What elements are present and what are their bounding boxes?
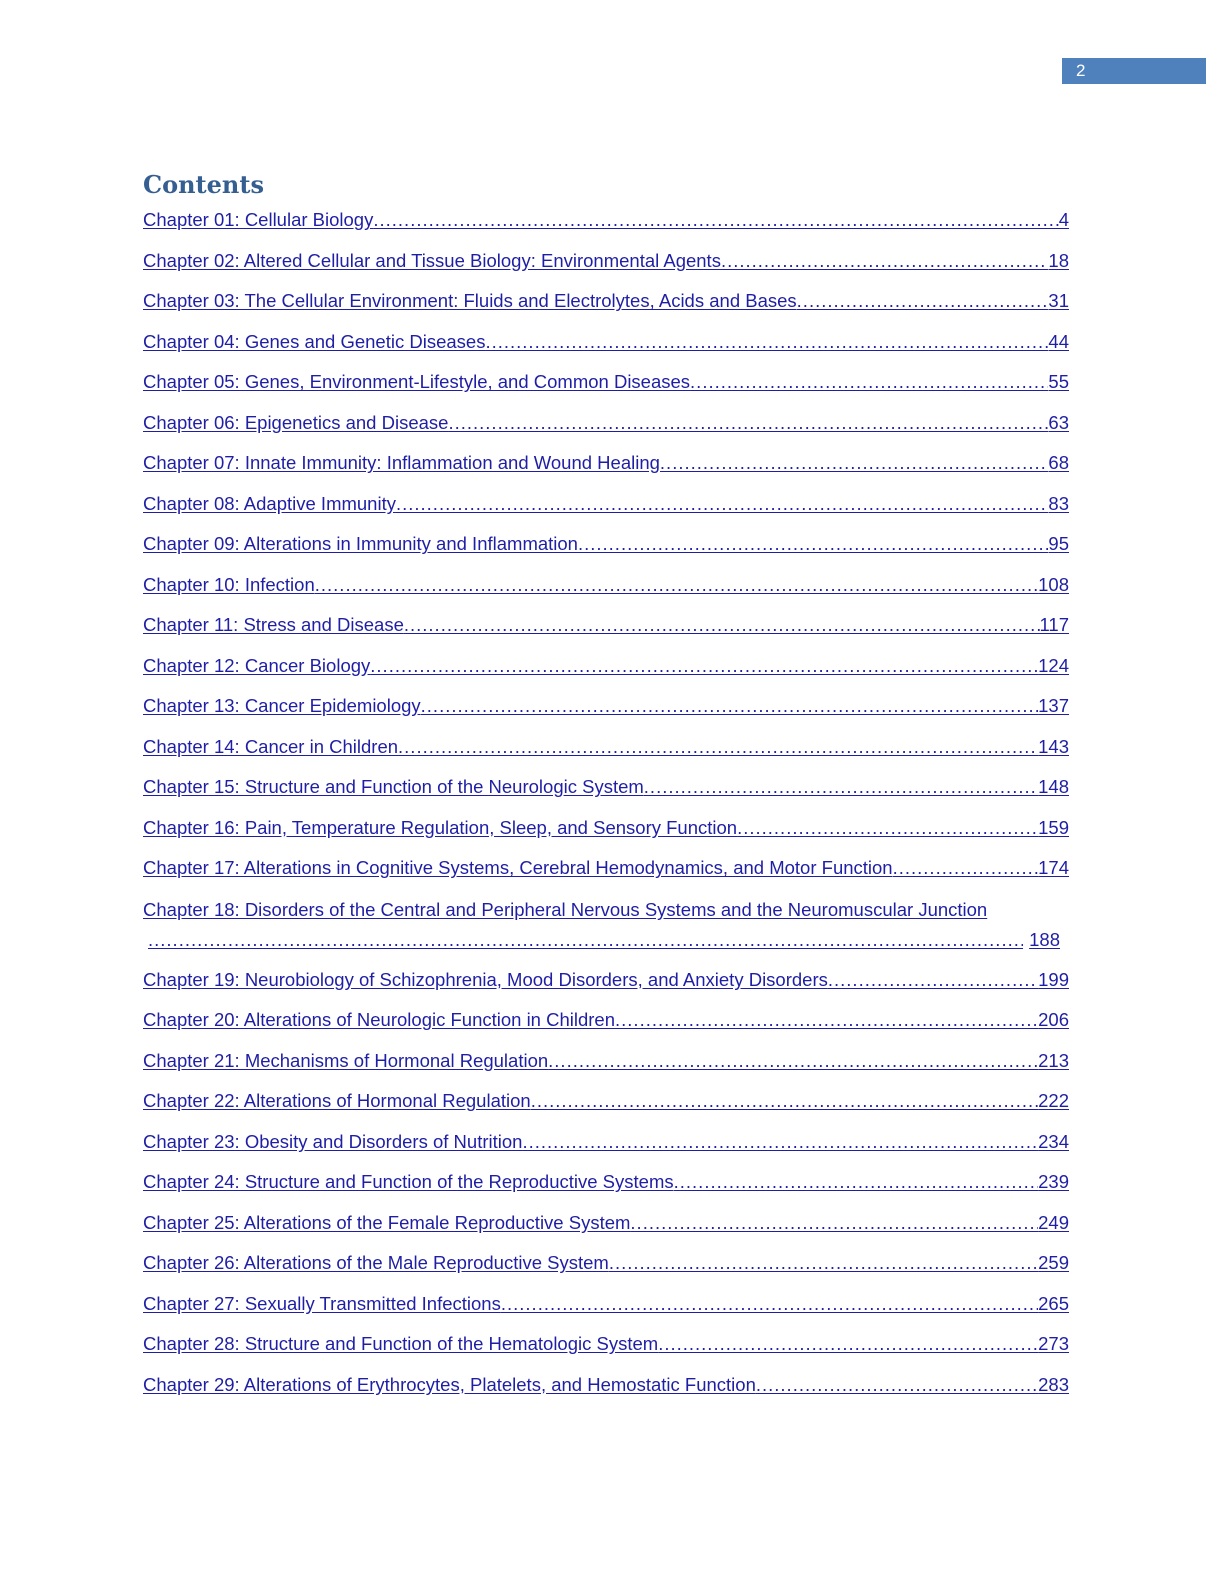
toc-entry-page: 68 <box>1048 452 1069 473</box>
toc-entry-title: Chapter 01: Cellular Biology <box>143 209 374 230</box>
toc-entry-title: Chapter 10: Infection <box>143 573 315 595</box>
dot-leader <box>578 530 1048 558</box>
toc-entry-chapter-28[interactable] <box>143 1330 1069 1371</box>
toc-entry-page: 206 <box>1038 1009 1069 1030</box>
toc-entry-chapter-16[interactable] <box>143 814 1069 855</box>
toc-heading: Contents <box>143 170 264 199</box>
toc-entry-chapter-29[interactable] <box>143 1371 1069 1412</box>
dot-leader <box>660 449 1049 477</box>
toc-entry-chapter-08[interactable] <box>143 490 1069 531</box>
toc-entry-chapter-27[interactable] <box>143 1290 1069 1331</box>
dot-leader <box>721 247 1048 275</box>
dot-leader <box>485 328 1048 356</box>
toc-entry-page: 265 <box>1038 1292 1069 1314</box>
dot-leader <box>522 1128 1038 1156</box>
toc-entry-chapter-26[interactable] <box>143 1249 1069 1290</box>
toc-entry-title: Chapter 14: Cancer in Children <box>143 735 399 757</box>
toc-entry-page: 222 <box>1038 1090 1069 1111</box>
toc-entry-chapter-05[interactable] <box>143 368 1069 409</box>
toc-entry-page: 199 <box>1038 968 1069 990</box>
dot-leader <box>737 814 1038 842</box>
dot-leader <box>501 1290 1038 1318</box>
toc-entry-title: Chapter 26: Alterations of the Male Reproductive System <box>143 1252 609 1273</box>
toc-entry-page: 143 <box>1038 735 1069 757</box>
toc-entry-title: Chapter 11: Stress and Disease <box>143 614 404 635</box>
toc-entry-page: 117 <box>1039 614 1069 635</box>
dot-leader <box>396 490 1048 518</box>
dot-leader <box>448 409 1048 437</box>
toc-entry-title: Chapter 07: Innate Immunity: Inflammation and Wound Healing <box>143 452 660 473</box>
toc-entry-chapter-21[interactable] <box>143 1047 1069 1088</box>
toc-entry-chapter-23[interactable] <box>143 1128 1069 1169</box>
toc-entry-page: 108 <box>1038 573 1069 595</box>
table-of-contents <box>143 206 1069 1411</box>
toc-entry-page: 174 <box>1038 857 1069 878</box>
toc-entry-chapter-25[interactable] <box>143 1209 1069 1250</box>
toc-entry-page: 188 <box>1029 928 1060 950</box>
toc-entry-title: Chapter 21: Mechanisms of Hormonal Regulation <box>143 1049 549 1071</box>
toc-entry-title: Chapter 24: Structure and Function of the Reproductive Systems <box>143 1171 674 1192</box>
toc-entry-page: 83 <box>1048 492 1069 514</box>
toc-entry-title: Chapter 09: Alterations in Immunity and Inflammation <box>143 533 578 554</box>
toc-entry-title: Chapter 06: Epigenetics and Disease <box>143 411 449 433</box>
toc-entry-chapter-17[interactable] <box>143 854 1069 895</box>
toc-entry-title: Chapter 18: Disorders of the Central and Peripheral Nervous Systems and the Neuromuscular Junction <box>143 898 988 920</box>
toc-entry-chapter-06[interactable] <box>143 409 1069 450</box>
toc-entry-title: Chapter 05: Genes, Environment-Lifestyle, and Common Diseases <box>143 371 691 392</box>
toc-entry-title: Chapter 19: Neurobiology of Schizophrenia, Mood Disorders, and Anxiety Disorders <box>143 968 828 990</box>
toc-entry-chapter-07[interactable] <box>143 449 1069 490</box>
dot-leader <box>548 1047 1038 1075</box>
dot-leader <box>615 1006 1038 1034</box>
toc-entry-page: 249 <box>1038 1211 1069 1233</box>
dot-leader <box>690 368 1048 396</box>
dot-leader <box>370 652 1038 680</box>
toc-entry-chapter-10[interactable] <box>143 571 1069 612</box>
toc-entry-title: Chapter 13: Cancer Epidemiology <box>143 695 421 716</box>
toc-entry-page: 137 <box>1038 695 1069 716</box>
dot-leader <box>674 1168 1039 1196</box>
toc-entry-page: 95 <box>1048 533 1069 554</box>
toc-entry-chapter-11[interactable] <box>143 611 1069 652</box>
dot-leader <box>893 854 1039 882</box>
toc-entry-chapter-20[interactable] <box>143 1006 1069 1047</box>
toc-entry-title: Chapter 28: Structure and Function of the Hematologic System <box>143 1333 659 1354</box>
toc-entry-title: Chapter 04: Genes and Genetic Diseases <box>143 330 486 352</box>
toc-entry-chapter-01[interactable] <box>143 206 1069 247</box>
toc-entry-chapter-04[interactable] <box>143 328 1069 369</box>
toc-entry-chapter-13[interactable] <box>143 692 1069 733</box>
toc-entry-page: 31 <box>1048 290 1069 311</box>
dot-leader <box>828 966 1038 994</box>
toc-entry-title: Chapter 27: Sexually Transmitted Infections <box>143 1292 501 1314</box>
dot-leader <box>531 1087 1038 1115</box>
toc-entry-chapter-19[interactable] <box>143 966 1069 1007</box>
toc-entry-page: 159 <box>1038 816 1069 838</box>
toc-entry-title: Chapter 23: Obesity and Disorders of Nutrition <box>143 1130 523 1152</box>
toc-entry-page: 18 <box>1048 249 1069 271</box>
toc-entry-chapter-15[interactable] <box>143 773 1069 814</box>
toc-entry-page: 234 <box>1038 1130 1069 1152</box>
dot-leader <box>658 1330 1038 1358</box>
toc-entry-title: Chapter 25: Alterations of the Female Reproductive System <box>143 1211 631 1233</box>
toc-entry-chapter-14[interactable] <box>143 733 1069 774</box>
toc-entry-title: Chapter 02: Altered Cellular and Tissue Biology: Environmental Agents <box>143 249 721 271</box>
dot-leader <box>315 571 1038 599</box>
dot-leader <box>404 611 1040 639</box>
toc-entry-page: 4 <box>1058 209 1069 230</box>
toc-entry-title: Chapter 20: Alterations of Neurologic Function in Children <box>143 1009 616 1030</box>
dot-leader <box>609 1249 1038 1277</box>
toc-entry-chapter-24[interactable] <box>143 1168 1069 1209</box>
toc-entry-page: 283 <box>1038 1373 1069 1395</box>
toc-entry-page: 124 <box>1038 654 1069 676</box>
toc-entry-title: Chapter 29: Alterations of Erythrocytes, Platelets, and Hemostatic Function <box>143 1373 756 1395</box>
toc-entry-page: 148 <box>1038 776 1069 797</box>
toc-entry-page: 273 <box>1038 1333 1069 1354</box>
dot-leader <box>630 1209 1038 1237</box>
toc-entry-page: 213 <box>1038 1049 1069 1071</box>
dot-leader <box>756 1371 1038 1399</box>
dot-leader <box>373 206 1058 234</box>
toc-entry-chapter-12[interactable] <box>143 652 1069 693</box>
toc-entry-chapter-09[interactable] <box>143 530 1069 571</box>
dot-leader <box>148 925 1023 955</box>
toc-entry-page: 259 <box>1038 1252 1069 1273</box>
toc-entry-page: 55 <box>1048 371 1069 392</box>
toc-entry-title: Chapter 03: The Cellular Environment: Fluids and Electrolytes, Acids and Bases <box>143 290 797 311</box>
page-number-badge: 2 <box>1062 58 1206 84</box>
toc-entry-title: Chapter 08: Adaptive Immunity <box>143 492 396 514</box>
toc-entry-title: Chapter 17: Alterations in Cognitive Systems, Cerebral Hemodynamics, and Motor Function <box>143 857 893 878</box>
dot-leader <box>398 733 1038 761</box>
toc-entry-page: 239 <box>1038 1171 1069 1192</box>
toc-entry-title: Chapter 15: Structure and Function of the Neurologic System <box>143 776 644 797</box>
dot-leader <box>421 692 1038 720</box>
toc-entry-chapter-22[interactable] <box>143 1087 1069 1128</box>
toc-entry-chapter-02[interactable] <box>143 247 1069 288</box>
toc-entry-page: 63 <box>1048 411 1069 433</box>
toc-entry-page: 44 <box>1048 330 1069 352</box>
dot-leader <box>644 773 1038 801</box>
toc-entry-title: Chapter 12: Cancer Biology <box>143 654 371 676</box>
dot-leader <box>797 287 1049 315</box>
toc-entry-title: Chapter 22: Alterations of Hormonal Regulation <box>143 1090 531 1111</box>
toc-entry-chapter-18[interactable] <box>143 895 1069 966</box>
toc-entry-chapter-03[interactable] <box>143 287 1069 328</box>
toc-entry-title: Chapter 16: Pain, Temperature Regulation, Sleep, and Sensory Function <box>143 816 738 838</box>
